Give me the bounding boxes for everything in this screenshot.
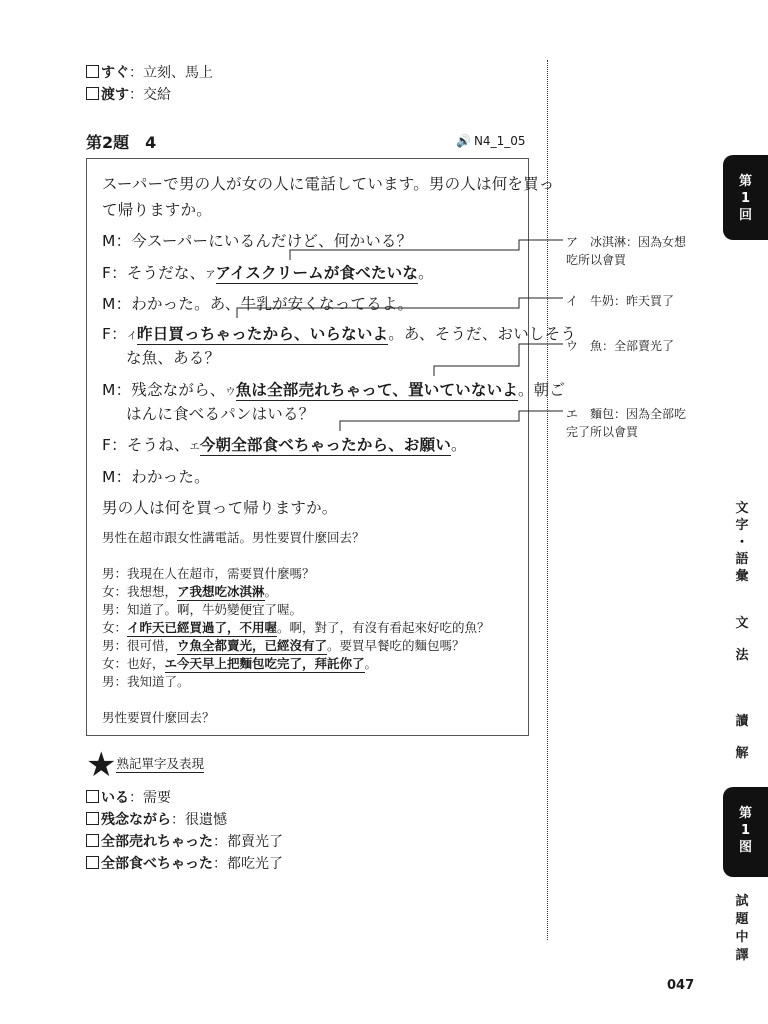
key-vocab-heading: ★熟記單字及表現 [86, 745, 204, 785]
dialog-line-f2: F：イ昨日買っちゃったから、いらないよ。あ、そうだ、おいしそう [102, 325, 577, 343]
connector-a [290, 240, 563, 260]
connector-e [340, 411, 563, 431]
section-reading[interactable]: 讀 解 [735, 714, 749, 761]
connector-i [237, 298, 563, 318]
dialog-line-f1: F：そうだな、アアイスクリームが食べたいな。 [102, 264, 434, 282]
question-title: 第2題 4 [86, 133, 157, 152]
translation-question: 男性要買什麼回去？ [102, 710, 215, 725]
checkbox-icon [86, 812, 99, 825]
dialog-line-m1: M：今スーパーにいるんだけど、何かいる？ [102, 232, 413, 250]
speaker-icon: 🔊 [456, 134, 471, 148]
section-translation[interactable]: 試 題 中 譯 [735, 894, 749, 963]
audio-track[interactable]: 🔊 N4_1_05 [456, 134, 526, 148]
page-number: 047 [667, 978, 695, 993]
vocab-item: いる：需要 [86, 787, 283, 809]
annotation-e: エ 麵包：因為全部吃 完了所以會買 [566, 407, 687, 439]
dialog-line-f3: F：そうね、エ今朝全部食べちゃったから、お願い。 [102, 436, 467, 454]
vocab-item: 全部食べちゃった：都吃光了 [86, 853, 283, 875]
dialog-line-f2-cont: な魚、ある？ [126, 349, 221, 367]
star-icon: ★ [86, 745, 117, 785]
translation-line: 男：很可惜，ウ魚全都賣光，已經沒有了。要買早餐吃的麵包嗎？ [102, 638, 465, 653]
dialog-line-m4: M：わかった。 [102, 468, 210, 486]
translation-line: 男：知道了。啊，牛奶變便宜了喔。 [102, 602, 303, 617]
vocab-item: 残念ながら：很遺憾 [86, 809, 283, 831]
connector-u [434, 344, 563, 376]
vocab-item: 全部売れちゃった：都賣光了 [86, 831, 283, 853]
translation-line: 男：我知道了。 [102, 674, 190, 689]
checkbox-icon [86, 834, 99, 847]
tab-round-1[interactable]: 第 1 回 [723, 155, 768, 240]
vocab-bottom-list [86, 787, 283, 875]
translation-line: 女：イ昨天已經買過了，不用喔。啊，對了，有沒有看起來好吃的魚？ [102, 620, 490, 635]
checkbox-icon [86, 856, 99, 869]
annotation-u: ウ 魚：全部賣光了 [566, 339, 675, 353]
annotation-a: ア 冰淇淋：因為女想 吃所以會買 [566, 235, 687, 267]
vocab-item: すぐ：立刻、馬上 [86, 62, 213, 84]
annotation-i: イ 牛奶：昨天買了 [566, 294, 675, 308]
vocab-item: 渡す：交給 [86, 84, 213, 106]
translation-line: 女：也好，エ今天早上把麵包吃完了，拜託你了。 [102, 656, 378, 671]
question-line: て帰りますか。 [102, 201, 212, 219]
question-line: スーパーで男の人が女の人に電話しています。男の人は何を買っ [102, 175, 555, 193]
checkbox-icon [86, 790, 99, 803]
translation-line: 男：我現在人在超市，需要買什麼嗎？ [102, 566, 315, 581]
dialog-line-m3: M：残念ながら、ウ魚は全部売れちゃって、置いていないよ。朝ご [102, 381, 566, 399]
question-ask: 男の人は何を買って帰りますか。 [102, 499, 338, 517]
dialog-line-m3-cont: はんに食べるパンはいる？ [126, 405, 315, 423]
section-grammar[interactable]: 文 法 [735, 616, 749, 663]
dotted-divider [547, 60, 548, 940]
section-vocab[interactable]: 文 字 ・ 語 彙 [735, 501, 749, 584]
translation-intro: 男性在超市跟女性講電話。男性要買什麼回去？ [102, 530, 365, 545]
tab-round-1-translation[interactable]: 第 1 图 [723, 787, 768, 877]
translation-line: 女：我想想，ア我想吃冰淇淋。 [102, 584, 278, 599]
dialog-line-m2: M：わかった。あ、牛乳が安くなってるよ。 [102, 295, 414, 313]
